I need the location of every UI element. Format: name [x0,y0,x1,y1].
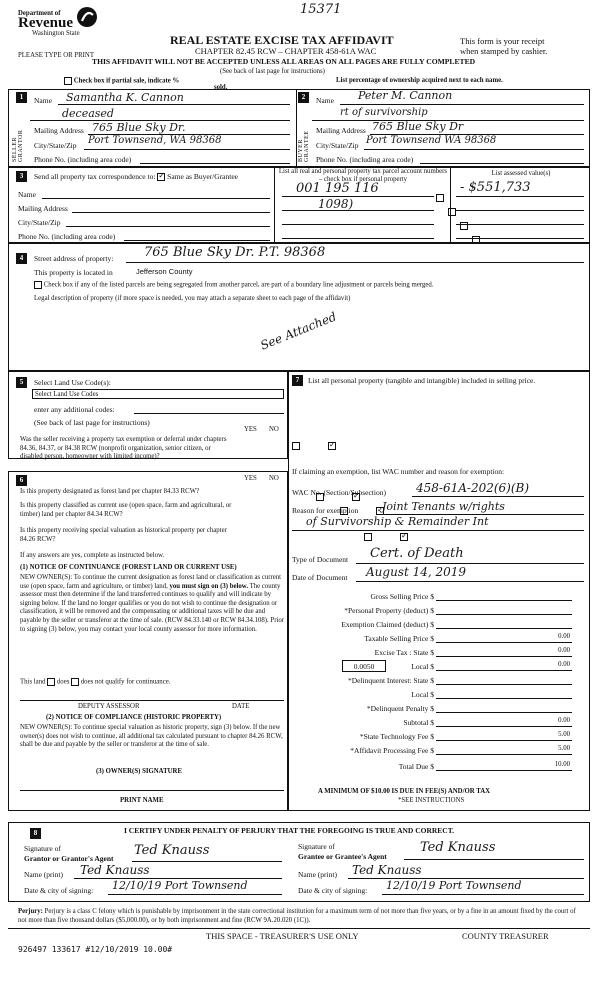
taxable-label: Taxable Selling Price $ [364,634,434,643]
total-due-line [436,770,572,771]
parcel-line-1 [282,196,434,197]
same-as-label: Same as Buyer/Grantee [167,172,238,181]
this-land-label: This land [20,678,46,686]
street-label: Street address of property: [34,254,114,263]
continuance-text2: The county assessor must then determine if the land transferred continues to qualify and will indicate by signing below. If the land no longer qualifies or you do not wish to continue the designation or classification, it will be removed and the compensating or additional taxes will be due and payable by the seller or transferor at the time of sale. (RCW 84.33.140 or RCW 84.34.108). Prior to signing (3) below, you may contact your local county assessor for more information. [20,582,285,633]
reason-label: Reason for exemption [292,506,359,515]
parcel-line-3 [282,224,434,225]
section-5-number: 5 [16,377,27,388]
s5-see-back: (See back of last page for instructions) [34,418,150,427]
grantor-name-label: Name (print) [24,870,63,879]
minimum-due: A MINIMUM OF $10.00 IS DUE IN FEE(S) AND/OR TAX [318,788,491,795]
footer-divider [8,928,590,929]
grantee-name[interactable]: Ted Knauss [352,863,422,877]
street-address[interactable]: 765 Blue Sky Dr. P.T. 98368 [144,245,326,260]
qualify-label: qualify for continuance. [105,678,171,686]
assessed-line-2 [456,210,584,211]
continuance-text1: NEW OWNER(S): To continue the current designation as forest land or classification as current use (open space, farm and agriculture, or timber) land, [20,574,282,590]
county-treasurer: COUNTY TREASURER [462,931,549,941]
compliance-title: (2) NOTICE OF COMPLIANCE (HISTORIC PROPERTY) [46,714,222,721]
section-7-number: 7 [292,375,303,386]
q-historic: Is this property receiving special valuation as historical property per chapter 84.26 RCW? [20,527,227,543]
parcel-line-2 [282,210,434,211]
delinq-state-line[interactable] [436,684,572,685]
grantee-date-line [382,894,584,895]
delinq-interest-local-label: Local $ [411,690,434,699]
reason-line-2 [292,530,584,531]
segregated-row [34,281,434,289]
sig-grantee-label1: Signature of [298,842,335,851]
seller-name-label: Name [34,96,52,105]
continuance-title: (1) NOTICE OF CONTINUANCE (FOREST LAND OR CURRENT USE) [20,564,237,571]
personal-deduct-label: *Personal Property (deduct) $ [344,606,434,615]
doc-date-line [356,581,584,582]
located-label: This property is located in [34,268,113,277]
partial-sale-label: Check box if partial sale, indicate % [73,77,180,85]
doc-type[interactable]: Cert. of Death [370,546,464,561]
receipt-note1: This form is your receipt [460,36,545,46]
exemption-claimed-line[interactable] [436,628,572,629]
seller-name2[interactable]: deceased [62,107,114,120]
treasurer-space: THIS SPACE - TREASURER'S USE ONLY [206,931,359,941]
does-label: does [56,678,70,686]
certify-statement: I CERTIFY UNDER PENALTY OF PERJURY THAT THE FOREGOING IS TRUE AND CORRECT. [124,826,455,835]
section-6-number: 6 [16,475,27,486]
form-title: REAL ESTATE EXCISE TAX AFFIDAVIT [170,33,394,47]
section-3-number: 3 [16,171,27,182]
q-current-use: Is this property classified as current use (open space, farm and agricultural, or timber) land per chapter 84.34 RCW? [20,502,232,518]
subtotal-line [436,726,572,727]
taxable-line [436,642,572,643]
excise-state-value: 0.00 [558,647,570,654]
seller-side-label: SELLER GRANTOR [12,129,24,162]
delinq-local-line[interactable] [436,698,572,699]
delinq-interest-state-label: *Delinquent Interest: State $ [347,676,434,685]
grantor-date[interactable]: 12/10/19 Port Townsend [112,879,248,892]
s3-city-label: City/State/Zip [18,218,61,227]
partial-sale-checkbox[interactable] [64,77,72,85]
doc-type-line [356,563,584,564]
revenue-logo-icon [76,6,98,28]
excise-state-label: Excise Tax : State $ [374,648,434,657]
local-rate[interactable]: 0.0050 [342,660,386,672]
please-type: PLEASE TYPE OR PRINT [18,52,94,59]
this-land-row [20,678,170,686]
s6-yes: YES [244,475,257,482]
buyer-phone-line [420,163,584,164]
buyer-name-line [340,104,584,105]
segregated-checkbox[interactable] [34,281,42,289]
divider [274,167,275,243]
ownership-pct-label: List percentage of ownership acquired next to each name. [336,77,503,84]
wac-label: WAC No. (Section/Subsection) [292,488,386,497]
s6-no: NO [269,475,279,482]
exemption-question: Was the seller receiving a property tax exemption or deferral under chapters 84.36, 84.37, or 84.38 RCW (nonprofit organization, senior citizen, or disabled person, homeowner with limited income)? [20,436,227,460]
assessor-date-label: DATE [232,703,250,710]
grantor-name[interactable]: Ted Knauss [80,863,150,877]
seller-phone-label: Phone No. (including area code) [34,155,132,164]
grantor-signature[interactable]: Ted Knauss [134,843,210,858]
land-use-label: Select Land Use Code(s): [34,378,111,387]
q-forest-land: Is this property designated as forest land per chapter 84.33 RCW? [20,488,200,495]
buyer-mailing[interactable]: 765 Blue Sky Dr [372,120,464,133]
sold-label: sold. [214,84,228,91]
grantor-date-label: Date & city of signing: [24,886,94,895]
grantee-signature[interactable]: Ted Knauss [420,840,496,855]
sig-grantor-label2: Grantor or Grantor's Agent [24,854,114,863]
parcel-checkbox-1[interactable] [436,194,444,202]
affidavit-fee-line [436,754,572,755]
s3-name-line [42,198,270,199]
delinq-penalty-line[interactable] [436,712,572,713]
county: Jefferson County [136,267,193,276]
assessed-value[interactable]: - $551,733 [460,180,531,195]
buyer-city[interactable]: Port Townsend WA 98368 [366,135,497,146]
perjury-bold: Perjury: [18,908,43,915]
doc-date[interactable]: August 14, 2019 [366,565,467,579]
parcel-number-1[interactable]: 001 195 116 [296,181,379,196]
land-use-select[interactable]: Select Land Use Codes [32,389,284,399]
perjury-notice [18,907,586,925]
same-as-buyer-checkbox[interactable] [157,173,165,181]
tech-fee-line [436,740,572,741]
s5-yes: YES [244,426,257,433]
local-line [436,670,572,671]
seller-phone-line [140,163,290,164]
additional-codes-label: enter any additional codes: [34,405,115,414]
divider [450,167,451,243]
buyer-mailing-label: Mailing Address [316,126,366,135]
assessed-line-4 [456,238,584,239]
sig-grantor-line [132,861,282,862]
s3-phone-line [124,240,270,241]
buyer-phone-label: Phone No. (including area code) [316,155,414,164]
seller-city[interactable]: Port Townsend, WA 98368 [88,135,222,146]
section-8-number: 8 [30,828,41,839]
if-any-yes: If any answers are yes, complete as instructed below. [20,552,165,559]
s3-mailing-line [72,212,270,213]
tech-fee-value: 5.00 [558,731,570,738]
dept-line1: Department of [18,10,61,17]
s3-mailing-label: Mailing Address [18,204,68,213]
does-checkbox[interactable] [47,678,55,686]
assessor-line[interactable] [20,700,284,701]
sig-grantor-label1: Signature of [24,844,61,853]
grantee-date-label: Date & city of signing: [298,886,368,895]
receipt-note2: when stamped by cashier. [460,46,548,56]
legal-label: Legal description of property (if more space is needed, you may attach a separate sheet to each page of the affidavit) [34,295,351,302]
section-4-number: 4 [16,253,27,264]
parcel-number-2[interactable]: 1098) [318,197,354,211]
doc-type-label: Type of Document [292,555,349,564]
exemption-claimed-label: Exemption Claimed (deduct) $ [341,620,434,629]
dept-line3: Washington State [32,30,80,37]
form-chapter: CHAPTER 82.45 RCW – CHAPTER 458-61A WAC [195,46,377,56]
affidavit-fee-label: *Affidavit Processing Fee $ [350,746,434,755]
buyer-city-line [364,149,584,150]
buyer-city-label: City/State/Zip [316,141,359,150]
buyer-name2[interactable]: rt of survivorship [340,107,428,118]
reason-2[interactable]: of Survivorship & Remainder Int [306,515,489,528]
seller-city-line [84,149,290,150]
legal-description[interactable]: See Attached [258,309,339,353]
buyer-name[interactable]: Peter M. Cannon [358,89,453,102]
continuance-text [20,574,284,634]
divider [296,89,297,167]
perjury-text: Perjury is a class C felony which is punishable by imprisonment in the state correctional institution for a maximum term of not more than five years, or by a fine in an amount fixed by the court of not more than five thousand dollars ($5,000.00), or by both imprisonment and fine (RCW 9A.20.020 (1C)). [18,908,576,924]
sig-grantee-label2: Grantee or Grantee's Agent [298,852,387,861]
section-1-number: 1 [16,92,27,103]
excise-state-line [436,656,572,657]
segregated-label: Check box if any of the listed parcels are being segregated from another parcel, are part of a boundary line adjustment or parcels being merged. [43,281,434,289]
affidavit-fee-value: 5.00 [558,745,570,752]
parcel-line-4 [282,238,434,239]
does-not-label: does not [80,678,104,686]
taxable-value: 0.00 [558,633,570,640]
send-label: Send all property tax correspondence to: [34,172,156,181]
wac-line [412,496,584,497]
dept-line2: Revenue [18,15,73,31]
subtotal-value: 0.00 [558,717,570,724]
grantee-date[interactable]: 12/10/19 Port Townsend [386,879,522,892]
receipt-stamp: 926497 133617 #12/10/2019 10.00# [18,945,173,954]
print-name-label: PRINT NAME [120,797,164,804]
local-value: 0.00 [558,661,570,668]
deputy-assessor-label: DEPUTY ASSESSOR [78,703,140,710]
seller-city-label: City/State/Zip [34,141,77,150]
s3-city-line [66,226,270,227]
tech-fee-label: *State Technology Fee $ [359,732,434,741]
doc-date-label: Date of Document [292,573,348,582]
local-label: Local $ [411,662,434,671]
form-warning: THIS AFFIDAVIT WILL NOT BE ACCEPTED UNLESS ALL AREAS ON ALL PAGES ARE FULLY COMPLETED [92,57,476,66]
parcel-checkbox-2[interactable] [448,208,456,216]
total-due-value: 10.00 [554,761,570,768]
continuance-bold: you must sign on (3) below. [169,582,249,590]
seller-name-line [58,104,290,105]
assessed-value-text: 551,733 [476,180,531,195]
assessed-header: List assessed value(s) [491,170,551,177]
personal-property-label: List all personal property (tangible and intangible) included in selling price. [308,376,536,385]
total-due-label: Total Due $ [398,762,434,771]
reason-1[interactable]: Joint Tenants w/rights [382,500,505,513]
gross-line[interactable] [436,600,572,601]
additional-codes-line[interactable] [134,413,284,414]
sig-grantee-line [404,859,584,860]
personal-deduct-line[interactable] [436,614,572,615]
wac-number[interactable]: 458-61A-202(6)(B) [416,481,530,495]
subtotal-label: Subtotal $ [403,718,434,727]
seller-name[interactable]: Samantha K. Cannon [66,91,184,104]
s3-name-label: Name [18,190,36,199]
s5-no: NO [269,426,279,433]
owner-signature-label: (3) OWNER(S) SIGNATURE [96,768,182,775]
assessed-line-3 [456,224,584,225]
partial-sale-row [64,77,179,85]
compliance-text: NEW OWNER(S): To continue special valuation as historic property, sign (3) below. If the new owner(s) does not wish to continue, all additional tax calculated pursuant to chapter 84.26 RCW, shall be due and payable by the seller or transferor at the time of sale. [20,724,283,749]
delinq-penalty-label: *Delinquent Penalty $ [366,704,434,713]
seller-mailing[interactable]: 765 Blue Sky Dr. [92,121,186,134]
buyer-side-label: BUYER GRANTEE [298,130,310,162]
parcel-header: List all real and personal property tax parcel account numbers – check box if personal property [278,168,448,183]
handwritten-number: 15371 [300,2,342,17]
gross-label: Gross Selling Price $ [370,592,434,601]
see-back: (See back of last page for instructions) [220,68,325,75]
section-2-number: 2 [298,92,309,103]
see-instructions: *SEE INSTRUCTIONS [398,797,465,804]
street-line [126,262,584,263]
does-not-checkbox[interactable] [71,678,79,686]
grantee-name-label: Name (print) [298,870,337,879]
grantor-date-line [108,894,282,895]
seller-mailing-label: Mailing Address [34,126,84,135]
section-6 [8,471,288,811]
claiming-exemption-label: If claiming an exemption, list WAC number and reason for exemption: [292,467,505,476]
owner-signature-line[interactable] [20,790,284,791]
send-correspondence-row [34,172,238,181]
buyer-name-label: Name [316,96,334,105]
s3-phone-label: Phone No. (including area code) [18,232,116,241]
assessed-line-1 [456,196,584,197]
